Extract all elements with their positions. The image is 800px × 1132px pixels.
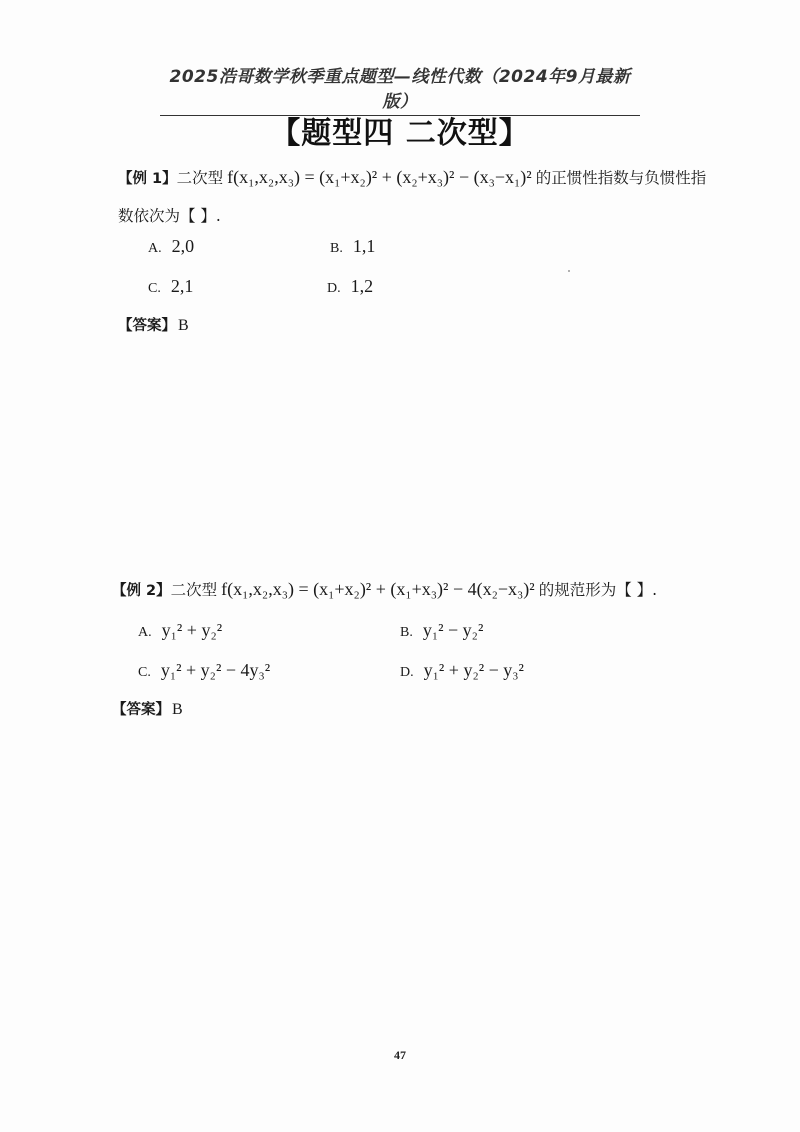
example-1-suffix: 的正惯性指数与负惯性指	[535, 169, 707, 187]
example-1-formula: f(x₁,x₂,x₃) = (x₁+x₂)² + (x₂+x₃)² − (x₃−x₁)²	[227, 167, 532, 187]
example-1-answer: 【答案】 B	[118, 317, 189, 334]
section-title: 【题型四 二次型】	[270, 116, 530, 151]
example-2-answer: 【答案】 B	[112, 701, 183, 718]
example-1-tag: 【例 1】	[118, 171, 177, 187]
example-1-option-a: A. 2,0	[148, 236, 195, 256]
example-2-tag: 【例 2】	[112, 583, 171, 599]
example-2-formula: f(x₁,x₂,x₃) = (x₁+x₂)² + (x₁+x₃)² − 4(x₂−x₃)²	[221, 579, 535, 599]
example-1-prefix: 二次型	[176, 169, 224, 187]
example-2-option-d: D. y₁² + y₂² − y₃²	[400, 660, 524, 680]
example-2-suffix: 的规范形为【 】.	[538, 581, 658, 599]
example-1-option-d: D. 1,2	[327, 276, 374, 296]
example-1-question-line-1	[118, 166, 706, 188]
example-2-option-c: C. y₁² + y₂² − 4y₃²	[138, 660, 271, 680]
example-1-option-c: C. 2,1	[148, 276, 194, 296]
running-header: 2025浩哥数学秋季重点题型—线性代数（2024年9月最新版）	[160, 62, 640, 116]
example-2-option-b: B. y₁² − y₂²	[400, 620, 484, 640]
example-2-option-a: A. y₁² + y₂²	[138, 620, 223, 640]
example-1-question-line-2: 数依次为【 】.	[118, 207, 221, 225]
example-2-question-line	[112, 578, 657, 600]
example-1-option-b: B. 1,1	[330, 236, 376, 256]
scan-speck	[568, 270, 570, 272]
page-number: 47	[394, 1048, 406, 1062]
example-2-prefix: 二次型	[170, 581, 218, 599]
